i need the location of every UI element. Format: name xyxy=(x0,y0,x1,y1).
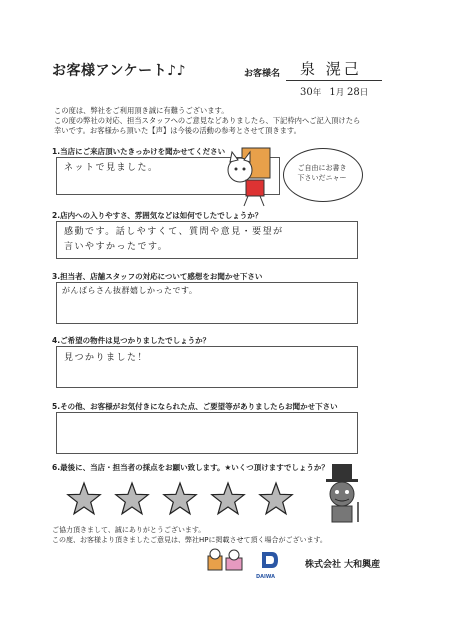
question-3-answer: がんばらさん抜群嬉しかったです。 xyxy=(62,286,198,295)
question-1-answer: ネットで見ました。 xyxy=(64,163,159,173)
intro-line: この度は、弊社をご利用頂き誠に有難うございます。 xyxy=(54,106,229,115)
rating-star-icon xyxy=(116,483,148,514)
top-hat-cat-icon xyxy=(318,462,366,524)
rating-star-icon xyxy=(260,483,292,514)
rating-stars xyxy=(62,480,302,520)
customer-name-underline xyxy=(286,80,382,81)
date-day-unit: 日 xyxy=(359,88,369,98)
date-month: 1 xyxy=(329,87,336,98)
question-4-answer: 見つかりました！ xyxy=(64,353,149,363)
question-4-label: 4.ご希望の物件は見つかりましたでしょうか？ xyxy=(52,336,211,345)
customer-name-label: お客様名 xyxy=(244,69,281,79)
question-3-label: 3.担当者、店舗スタッフの対応について感想をお聞かせ下さい xyxy=(52,272,263,281)
speech-bubble-text xyxy=(283,163,361,183)
intro-line: 幸いです。お客様から頂いた【声】は今後の活動の参考とさせて頂きます。 xyxy=(54,126,301,135)
footer-line: この度、お客様より頂きましたご意見は、弊社HPに掲載させて頂く場合がございます。 xyxy=(52,536,327,544)
rating-star-icon xyxy=(164,483,196,514)
speech-line: ご自由にお書き xyxy=(297,164,347,172)
survey-date xyxy=(300,86,368,98)
daiwa-logo-icon xyxy=(258,548,282,572)
question-6-label: 6.最後に、当店・担当者の採点をお願い致します。★いくつ頂けますでしょうか？ xyxy=(52,463,329,472)
date-year: 30 xyxy=(300,87,313,98)
question-1-label: 1.当店にご来店頂いたきっかけを聞かせてください xyxy=(52,147,226,156)
question-2-answer-line-2: 言いやすかったです。 xyxy=(64,242,169,252)
rating-star-icon xyxy=(68,483,100,514)
rating-star-icon xyxy=(212,483,244,514)
question-2-answer-line-1: 感動です。話しやすくて、質問や意見・要望が xyxy=(64,227,284,237)
intro-text xyxy=(54,106,384,136)
intro-line: この度の弊社の対応、担当スタッフへのご意見などありましたら、下記枠内へご記入頂けたら xyxy=(54,116,361,125)
small-cats-icon xyxy=(206,546,246,574)
footer-line: ご協力頂きまして、誠にありがとうございます。 xyxy=(52,526,206,534)
company-name: 株式会社 大和興産 xyxy=(305,560,381,570)
date-month-unit: 月 xyxy=(335,88,345,98)
footer-text xyxy=(52,525,372,545)
cat-mascot-icon xyxy=(222,140,284,212)
date-day: 28 xyxy=(346,87,360,98)
survey-title: お客様アンケート♪♪ xyxy=(52,63,187,79)
question-5-label: 5.その他、お客様がお気付きになられた点、ご要望等がありましたらお聞かせ下さい xyxy=(52,402,338,411)
date-year-unit: 年 xyxy=(312,88,322,98)
speech-line: 下さいだニャー xyxy=(297,174,347,182)
customer-name-value: 泉 滉己 xyxy=(300,60,362,78)
daiwa-logo-text: DAIWA xyxy=(256,574,276,580)
question-2-label: 2.店内への入りやすさ、雰囲気などは如何でしたでしょうか？ xyxy=(52,211,263,220)
question-5-answer-box xyxy=(56,412,358,454)
